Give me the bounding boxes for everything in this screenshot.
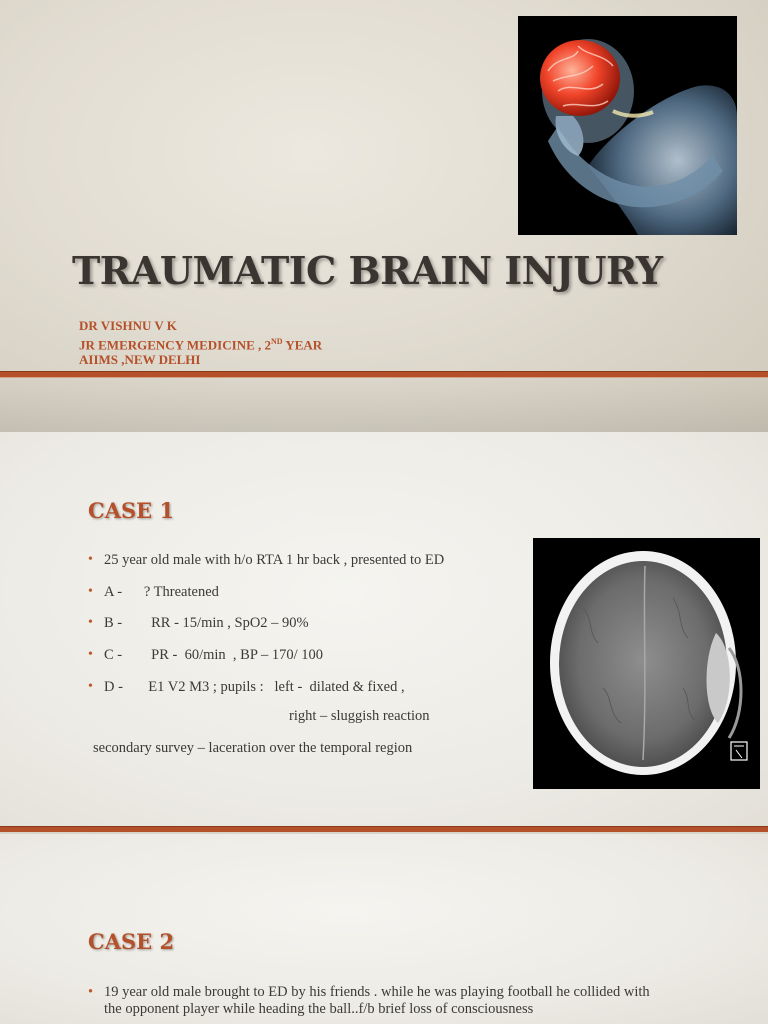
case-heading: CASE 2: [88, 929, 175, 954]
author-block: [79, 318, 322, 368]
bullet-icon: •: [88, 984, 94, 1000]
secondary-survey-text: secondary survey – laceration over the temporal region: [93, 740, 413, 756]
bullet-icon: •: [88, 615, 93, 631]
ct-scan-image: [533, 538, 760, 789]
list-item: • 25 year old male with h/o RTA 1 hr back , presented to ED: [88, 552, 445, 568]
list-item: • A - ? Threatened: [88, 583, 219, 600]
brain-injury-illustration: [518, 16, 737, 235]
pupil-continuation: right – sluggish reaction: [289, 708, 430, 724]
bullet-icon: •: [88, 678, 93, 694]
author-role: JR EMERGENCY MEDICINE , 2ND YEAR: [79, 336, 323, 352]
author-name: DR VISHNU V K: [79, 318, 177, 333]
case1-slide: [0, 432, 768, 832]
list-item: • B - RR - 15/min , SpO2 – 90%: [88, 615, 309, 632]
case-heading: CASE 1: [88, 498, 175, 523]
divider-line: [0, 826, 768, 832]
bullet-icon: •: [88, 647, 93, 663]
list-item: • C - PR - 60/min , BP – 170/ 100: [88, 647, 324, 664]
divider-line: [0, 371, 768, 378]
bullet-icon: •: [88, 552, 93, 567]
page-title: TRAUMATIC BRAIN INJURY: [72, 248, 663, 293]
author-institution: AIIMS ,NEW DELHI: [79, 352, 201, 368]
list-item: • D - E1 V2 M3 ; pupils : left - dilated & fixed ,: [88, 678, 405, 695]
title-slide: [0, 0, 768, 432]
case-description: 19 year old male brought to ED by his friends . while he was playing football he collided with the opponent player while heading the ball..f/b brief loss of consciousness: [104, 984, 650, 1017]
bullet-icon: •: [88, 583, 93, 599]
case-bullet-list: [88, 550, 444, 708]
case2-slide: [0, 834, 768, 1024]
list-item: [88, 984, 668, 1018]
